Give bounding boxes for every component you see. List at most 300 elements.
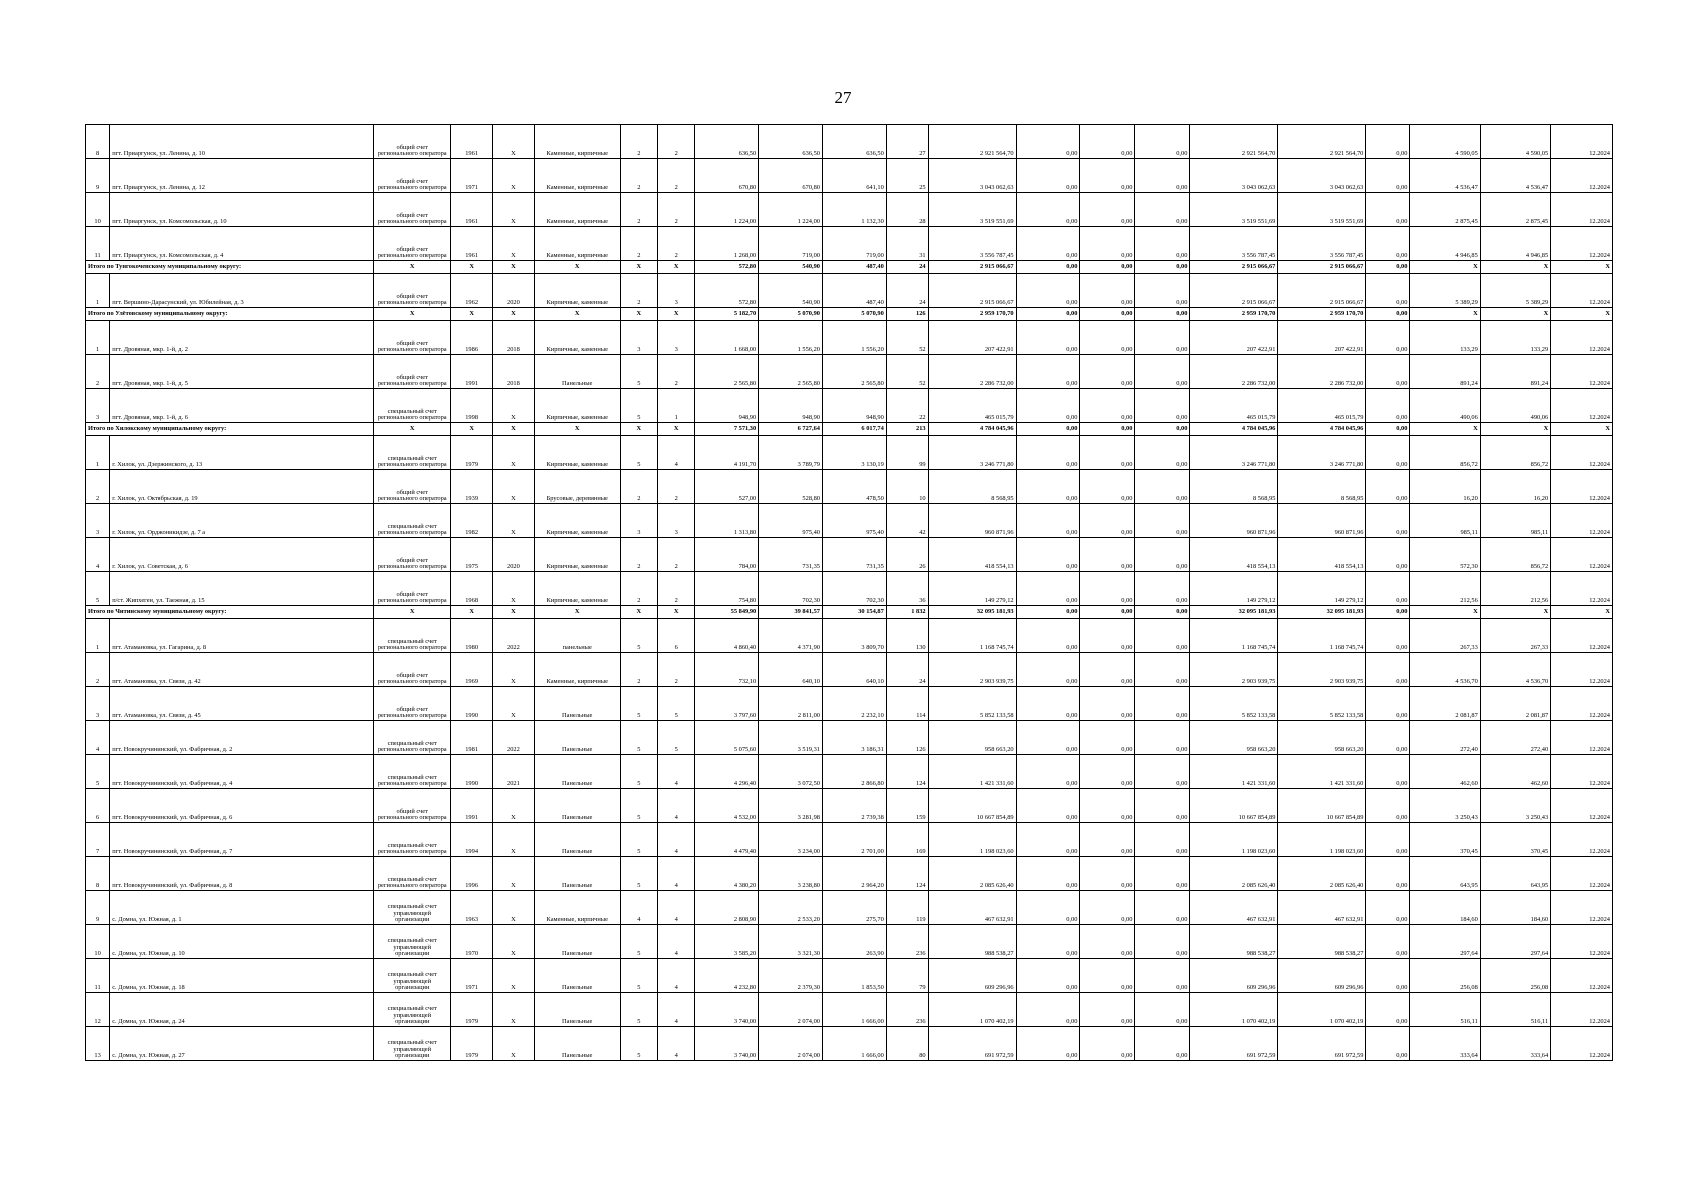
value-cell-c4: 0,00	[1135, 857, 1190, 891]
value-cell-c8: 267,33	[1410, 619, 1480, 653]
value-cell-a3: 2 739,38	[823, 789, 887, 823]
table-row	[86, 993, 1613, 1027]
value-cell-c6: 8 568,95	[1278, 470, 1366, 504]
value-cell-a3: 1 556,20	[823, 321, 887, 355]
value-cell-c8: 272,40	[1410, 721, 1480, 755]
value-cell-a3: 1 666,00	[823, 993, 887, 1027]
value-cell-c8: 133,29	[1410, 321, 1480, 355]
row-number: 2	[86, 470, 110, 504]
value-cell-c3: 0,00	[1080, 755, 1135, 789]
value-cell-c5: 1 168 745,74	[1190, 619, 1278, 653]
value-cell-c7: 0,00	[1366, 823, 1410, 857]
value-cell-c7: 0,00	[1366, 925, 1410, 959]
year-repair-cell: Х	[493, 857, 535, 891]
year-built-cell: 1969	[451, 653, 493, 687]
wall-material-cell: Кирпичные, каменные	[534, 572, 620, 606]
fund-method-cell: общий счет регионального оператора	[374, 193, 451, 227]
value-cell-c2: 0,00	[1016, 389, 1080, 423]
value-cell-ppl: 24	[886, 653, 928, 687]
year-repair-cell: Х	[493, 504, 535, 538]
value-cell-c1: 3 246 771,80	[928, 436, 1016, 470]
deadline-cell: Х	[1551, 423, 1613, 436]
year-built-cell: 1991	[451, 355, 493, 389]
table-row	[86, 193, 1613, 227]
fund-method-cell: общий счет регионального оператора	[374, 687, 451, 721]
row-number: 6	[86, 789, 110, 823]
value-cell-ppl: 114	[886, 687, 928, 721]
value-cell-c1: 4 784 045,96	[928, 423, 1016, 436]
value-cell-a1: 572,80	[695, 261, 759, 274]
value-cell-c2: 0,00	[1016, 755, 1080, 789]
value-cell-c9: 297,64	[1480, 925, 1550, 959]
value-cell-c9: Х	[1480, 261, 1550, 274]
table-row	[86, 274, 1613, 308]
year-repair-cell: Х	[493, 823, 535, 857]
value-cell-c6: 2 915 066,67	[1278, 261, 1366, 274]
value-cell-c3: 0,00	[1080, 687, 1135, 721]
value-cell-c6: 149 279,12	[1278, 572, 1366, 606]
value-cell-a1: 4 532,00	[695, 789, 759, 823]
value-cell-c1: 958 663,20	[928, 721, 1016, 755]
value-cell-a1: 1 668,00	[695, 321, 759, 355]
entrances-cell: 6	[658, 619, 695, 653]
value-cell-c6: 418 554,13	[1278, 538, 1366, 572]
fund-method-cell: общий счет регионального оператора	[374, 653, 451, 687]
housing-repair-table	[85, 124, 1613, 1061]
table-row	[86, 959, 1613, 993]
value-cell-a3: 719,00	[823, 227, 887, 261]
address-cell: пгт. Приаргунск, ул. Ленина, д. 10	[110, 125, 374, 159]
address-cell: г. Хилок, ул. Орджоникидзе, д. 7 а	[110, 504, 374, 538]
fund-method-cell: общий счет регионального оператора	[374, 355, 451, 389]
value-cell-c2: 0,00	[1016, 504, 1080, 538]
row-number: 10	[86, 925, 110, 959]
value-cell-c5: 32 095 181,93	[1190, 606, 1278, 619]
value-cell-a3: 275,70	[823, 891, 887, 925]
value-cell-c5: 1 421 331,60	[1190, 755, 1278, 789]
value-cell-a2: 39 841,57	[759, 606, 823, 619]
value-cell-c3: 0,00	[1080, 891, 1135, 925]
value-cell-c1: 465 015,79	[928, 389, 1016, 423]
table-row	[86, 925, 1613, 959]
value-cell-a2: 731,35	[759, 538, 823, 572]
value-cell-a2: 540,90	[759, 261, 823, 274]
year-repair-cell: 2022	[493, 721, 535, 755]
value-cell-c3: 0,00	[1080, 321, 1135, 355]
value-cell-ppl: 24	[886, 261, 928, 274]
value-cell-c1: 988 538,27	[928, 925, 1016, 959]
value-cell-c5: 2 915 066,67	[1190, 261, 1278, 274]
value-cell-c5: 2 286 732,00	[1190, 355, 1278, 389]
value-cell-ppl: 22	[886, 389, 928, 423]
floors-cell: 5	[620, 721, 657, 755]
row-number: 3	[86, 504, 110, 538]
value-cell-c7: 0,00	[1366, 538, 1410, 572]
floors-cell: 2	[620, 125, 657, 159]
value-cell-c6: 988 538,27	[1278, 925, 1366, 959]
value-cell-c6: 691 972,59	[1278, 1027, 1366, 1061]
value-cell-c5: 1 070 402,19	[1190, 993, 1278, 1027]
wall-material-cell: Панельные	[534, 993, 620, 1027]
year-repair-cell: Х	[493, 193, 535, 227]
value-cell-c5: 467 632,91	[1190, 891, 1278, 925]
fund-method-cell: общий счет регионального оператора	[374, 572, 451, 606]
value-cell-ppl: 159	[886, 789, 928, 823]
value-cell-c7: 0,00	[1366, 891, 1410, 925]
entrances-cell: 4	[658, 789, 695, 823]
floors-cell: Х	[620, 308, 657, 321]
entrances-cell: 4	[658, 755, 695, 789]
value-cell-a3: 2 232,10	[823, 687, 887, 721]
floors-cell: Х	[620, 423, 657, 436]
wall-material-cell: Кирпичные, каменные	[534, 274, 620, 308]
address-cell: с. Домна, ул. Южная, д. 24	[110, 993, 374, 1027]
table-row	[86, 653, 1613, 687]
value-cell-c1: 2 903 939,75	[928, 653, 1016, 687]
row-number: 9	[86, 891, 110, 925]
value-cell-ppl: 27	[886, 125, 928, 159]
value-cell-a3: 478,50	[823, 470, 887, 504]
value-cell-ppl: 26	[886, 538, 928, 572]
value-cell-ppl: 79	[886, 959, 928, 993]
wall-material-cell: Х	[534, 423, 620, 436]
value-cell-a1: 1 268,00	[695, 227, 759, 261]
value-cell-a2: 3 234,00	[759, 823, 823, 857]
year-repair-cell: Х	[493, 653, 535, 687]
value-cell-c9: 2 081,87	[1480, 687, 1550, 721]
value-cell-c4: 0,00	[1135, 436, 1190, 470]
year-repair-cell: Х	[493, 789, 535, 823]
value-cell-c3: 0,00	[1080, 227, 1135, 261]
value-cell-c4: 0,00	[1135, 504, 1190, 538]
value-cell-c5: 3 043 062,63	[1190, 159, 1278, 193]
row-number: 4	[86, 721, 110, 755]
fund-method-cell: Х	[374, 606, 451, 619]
deadline-cell: 12.2024	[1551, 993, 1613, 1027]
value-cell-c1: 2 915 066,67	[928, 274, 1016, 308]
value-cell-c4: 0,00	[1135, 308, 1190, 321]
value-cell-c6: 1 421 331,60	[1278, 755, 1366, 789]
value-cell-c1: 10 667 854,89	[928, 789, 1016, 823]
year-repair-cell: Х	[493, 470, 535, 504]
value-cell-c4: 0,00	[1135, 227, 1190, 261]
fund-method-cell: специальный счет управляющей организации	[374, 1027, 451, 1061]
value-cell-a3: 2 565,80	[823, 355, 887, 389]
address-cell: г. Хилок, ул. Дзержинского, д. 13	[110, 436, 374, 470]
entrances-cell: 2	[658, 193, 695, 227]
value-cell-c9: Х	[1480, 423, 1550, 436]
value-cell-c2: 0,00	[1016, 193, 1080, 227]
value-cell-c4: 0,00	[1135, 193, 1190, 227]
value-cell-c9: 462,60	[1480, 755, 1550, 789]
wall-material-cell: Кирпичные, каменные	[534, 538, 620, 572]
value-cell-ppl: 36	[886, 572, 928, 606]
table-row	[86, 891, 1613, 925]
value-cell-c2: 0,00	[1016, 687, 1080, 721]
value-cell-a1: 5 182,70	[695, 308, 759, 321]
value-cell-c6: 960 871,96	[1278, 504, 1366, 538]
value-cell-a3: 6 017,74	[823, 423, 887, 436]
value-cell-c4: 0,00	[1135, 1027, 1190, 1061]
value-cell-c3: 0,00	[1080, 436, 1135, 470]
value-cell-c6: 609 296,96	[1278, 959, 1366, 993]
value-cell-c2: 0,00	[1016, 308, 1080, 321]
value-cell-c2: 0,00	[1016, 261, 1080, 274]
value-cell-c5: 2 915 066,67	[1190, 274, 1278, 308]
year-built-cell: 1970	[451, 925, 493, 959]
page-number: 27	[834, 88, 852, 107]
table-row	[86, 321, 1613, 355]
year-built-cell: 1961	[451, 193, 493, 227]
value-cell-c4: 0,00	[1135, 619, 1190, 653]
entrances-cell: 2	[658, 653, 695, 687]
value-cell-c8: 16,20	[1410, 470, 1480, 504]
value-cell-a1: 55 849,90	[695, 606, 759, 619]
value-cell-c8: 462,60	[1410, 755, 1480, 789]
value-cell-a3: 1 132,30	[823, 193, 887, 227]
value-cell-c5: 988 538,27	[1190, 925, 1278, 959]
floors-cell: 5	[620, 755, 657, 789]
value-cell-c8: 4 590,05	[1410, 125, 1480, 159]
table-row	[86, 755, 1613, 789]
fund-method-cell: специальный счет регионального оператора	[374, 721, 451, 755]
year-repair-cell: Х	[493, 687, 535, 721]
year-repair-cell: Х	[493, 261, 535, 274]
year-repair-cell: Х	[493, 606, 535, 619]
subtotal-row	[86, 261, 1613, 274]
value-cell-a2: 1 556,20	[759, 321, 823, 355]
value-cell-c7: 0,00	[1366, 355, 1410, 389]
entrances-cell: 5	[658, 721, 695, 755]
fund-method-cell: общий счет регионального оператора	[374, 470, 451, 504]
value-cell-c1: 2 286 732,00	[928, 355, 1016, 389]
address-cell: пгт. Новокручининский, ул. Фабричная, д. 2	[110, 721, 374, 755]
year-built-cell: Х	[451, 261, 493, 274]
table-row	[86, 721, 1613, 755]
value-cell-a3: 731,35	[823, 538, 887, 572]
year-built-cell: 1991	[451, 789, 493, 823]
value-cell-a2: 3 519,31	[759, 721, 823, 755]
floors-cell: 5	[620, 1027, 657, 1061]
value-cell-c2: 0,00	[1016, 823, 1080, 857]
value-cell-c4: 0,00	[1135, 470, 1190, 504]
address-cell: пгт. Вершино-Дарасунский, ул. Юбилейная, д. 3	[110, 274, 374, 308]
value-cell-c2: 0,00	[1016, 619, 1080, 653]
value-cell-c8: 2 081,87	[1410, 687, 1480, 721]
value-cell-c4: 0,00	[1135, 261, 1190, 274]
value-cell-c9: Х	[1480, 308, 1550, 321]
year-built-cell: 1982	[451, 504, 493, 538]
value-cell-c7: 0,00	[1366, 261, 1410, 274]
value-cell-c8: 572,30	[1410, 538, 1480, 572]
value-cell-ppl: 130	[886, 619, 928, 653]
value-cell-c5: 2 959 170,70	[1190, 308, 1278, 321]
value-cell-a1: 2 565,80	[695, 355, 759, 389]
deadline-cell: Х	[1551, 606, 1613, 619]
value-cell-ppl: 52	[886, 321, 928, 355]
year-repair-cell: Х	[493, 1027, 535, 1061]
value-cell-c1: 691 972,59	[928, 1027, 1016, 1061]
value-cell-c7: 0,00	[1366, 321, 1410, 355]
value-cell-c6: 3 043 062,63	[1278, 159, 1366, 193]
value-cell-a2: 2 074,00	[759, 1027, 823, 1061]
entrances-cell: 2	[658, 125, 695, 159]
value-cell-c7: 0,00	[1366, 274, 1410, 308]
entrances-cell: 2	[658, 227, 695, 261]
value-cell-c4: 0,00	[1135, 321, 1190, 355]
floors-cell: 5	[620, 789, 657, 823]
year-repair-cell: Х	[493, 925, 535, 959]
value-cell-c8: 184,60	[1410, 891, 1480, 925]
year-built-cell: Х	[451, 308, 493, 321]
value-cell-c7: 0,00	[1366, 125, 1410, 159]
value-cell-c1: 1 168 745,74	[928, 619, 1016, 653]
value-cell-a1: 3 740,00	[695, 993, 759, 1027]
value-cell-c1: 467 632,91	[928, 891, 1016, 925]
value-cell-a1: 754,80	[695, 572, 759, 606]
fund-method-cell: специальный счет управляющей организации	[374, 891, 451, 925]
row-number: 3	[86, 389, 110, 423]
value-cell-c6: 465 015,79	[1278, 389, 1366, 423]
wall-material-cell: Панельные	[534, 755, 620, 789]
deadline-cell: 12.2024	[1551, 436, 1613, 470]
entrances-cell: 4	[658, 959, 695, 993]
year-built-cell: 1961	[451, 227, 493, 261]
value-cell-c1: 2 959 170,70	[928, 308, 1016, 321]
entrances-cell: 4	[658, 891, 695, 925]
wall-material-cell: Каменные, кирпичные	[534, 227, 620, 261]
value-cell-c9: 16,20	[1480, 470, 1550, 504]
value-cell-c8: 516,11	[1410, 993, 1480, 1027]
value-cell-c1: 2 921 564,70	[928, 125, 1016, 159]
value-cell-a3: 702,30	[823, 572, 887, 606]
value-cell-c6: 5 852 133,58	[1278, 687, 1366, 721]
entrances-cell: 2	[658, 159, 695, 193]
year-built-cell: 1994	[451, 823, 493, 857]
wall-material-cell: Брусовые, деревянные	[534, 470, 620, 504]
deadline-cell: 12.2024	[1551, 721, 1613, 755]
year-repair-cell: 2020	[493, 538, 535, 572]
value-cell-c9: 3 250,43	[1480, 789, 1550, 823]
address-cell: с. Домна, ул. Южная, д. 18	[110, 959, 374, 993]
entrances-cell: 5	[658, 687, 695, 721]
value-cell-c2: 0,00	[1016, 274, 1080, 308]
value-cell-c2: 0,00	[1016, 321, 1080, 355]
value-cell-c7: 0,00	[1366, 504, 1410, 538]
value-cell-a1: 5 075,60	[695, 721, 759, 755]
value-cell-c3: 0,00	[1080, 274, 1135, 308]
deadline-cell: 12.2024	[1551, 891, 1613, 925]
value-cell-c2: 0,00	[1016, 355, 1080, 389]
value-cell-c4: 0,00	[1135, 125, 1190, 159]
table-row	[86, 470, 1613, 504]
year-repair-cell: Х	[493, 436, 535, 470]
fund-method-cell: общий счет регионального оператора	[374, 227, 451, 261]
value-cell-c1: 149 279,12	[928, 572, 1016, 606]
fund-method-cell: общий счет регионального оператора	[374, 789, 451, 823]
value-cell-c3: 0,00	[1080, 606, 1135, 619]
value-cell-a3: 641,10	[823, 159, 887, 193]
value-cell-a2: 975,40	[759, 504, 823, 538]
value-cell-c8: 370,45	[1410, 823, 1480, 857]
address-cell: пгт. Приаргунск, ул. Ленина, д. 12	[110, 159, 374, 193]
value-cell-ppl: 31	[886, 227, 928, 261]
value-cell-a1: 4 232,80	[695, 959, 759, 993]
value-cell-c4: 0,00	[1135, 823, 1190, 857]
value-cell-c2: 0,00	[1016, 125, 1080, 159]
table-row	[86, 572, 1613, 606]
floors-cell: Х	[620, 606, 657, 619]
deadline-cell: 12.2024	[1551, 227, 1613, 261]
value-cell-a1: 4 380,20	[695, 857, 759, 891]
year-repair-cell: 2018	[493, 321, 535, 355]
floors-cell: 2	[620, 653, 657, 687]
floors-cell: 5	[620, 619, 657, 653]
value-cell-a3: 2 964,20	[823, 857, 887, 891]
floors-cell: 2	[620, 538, 657, 572]
value-cell-c3: 0,00	[1080, 789, 1135, 823]
value-cell-a2: 6 727,64	[759, 423, 823, 436]
value-cell-a1: 4 191,70	[695, 436, 759, 470]
value-cell-c2: 0,00	[1016, 159, 1080, 193]
deadline-cell: 12.2024	[1551, 1027, 1613, 1061]
entrances-cell: Х	[658, 261, 695, 274]
value-cell-a1: 3 797,60	[695, 687, 759, 721]
year-built-cell: 1975	[451, 538, 493, 572]
row-number: 7	[86, 823, 110, 857]
entrances-cell: 3	[658, 321, 695, 355]
value-cell-a1: 732,10	[695, 653, 759, 687]
year-built-cell: 1980	[451, 619, 493, 653]
floors-cell: 5	[620, 925, 657, 959]
floors-cell: 5	[620, 959, 657, 993]
entrances-cell: 4	[658, 436, 695, 470]
wall-material-cell: Панельные	[534, 789, 620, 823]
value-cell-a1: 4 479,40	[695, 823, 759, 857]
value-cell-c5: 609 296,96	[1190, 959, 1278, 993]
value-cell-a2: 4 371,90	[759, 619, 823, 653]
value-cell-c8: Х	[1410, 261, 1480, 274]
deadline-cell: 12.2024	[1551, 504, 1613, 538]
year-built-cell: 1979	[451, 436, 493, 470]
value-cell-c6: 2 286 732,00	[1278, 355, 1366, 389]
value-cell-c6: 2 921 564,70	[1278, 125, 1366, 159]
value-cell-c7: 0,00	[1366, 755, 1410, 789]
value-cell-c3: 0,00	[1080, 857, 1135, 891]
table-row	[86, 823, 1613, 857]
floors-cell: 5	[620, 823, 657, 857]
address-cell: пгт. Приаргунск, ул. Комсомольская, д. 4	[110, 227, 374, 261]
value-cell-a3: 3 809,70	[823, 619, 887, 653]
entrances-cell: 2	[658, 470, 695, 504]
value-cell-c8: 3 250,43	[1410, 789, 1480, 823]
value-cell-a3: 1 853,50	[823, 959, 887, 993]
year-built-cell: 1990	[451, 687, 493, 721]
value-cell-a1: 1 224,00	[695, 193, 759, 227]
value-cell-a1: 1 313,80	[695, 504, 759, 538]
value-cell-c8: 490,06	[1410, 389, 1480, 423]
row-number: 11	[86, 959, 110, 993]
year-built-cell: 1962	[451, 274, 493, 308]
value-cell-c9: 643,95	[1480, 857, 1550, 891]
entrances-cell: 4	[658, 925, 695, 959]
value-cell-ppl: 52	[886, 355, 928, 389]
value-cell-a2: 2 533,20	[759, 891, 823, 925]
fund-method-cell: специальный счет управляющей организации	[374, 993, 451, 1027]
entrances-cell: 3	[658, 274, 695, 308]
table-row	[86, 125, 1613, 159]
deadline-cell: 12.2024	[1551, 823, 1613, 857]
